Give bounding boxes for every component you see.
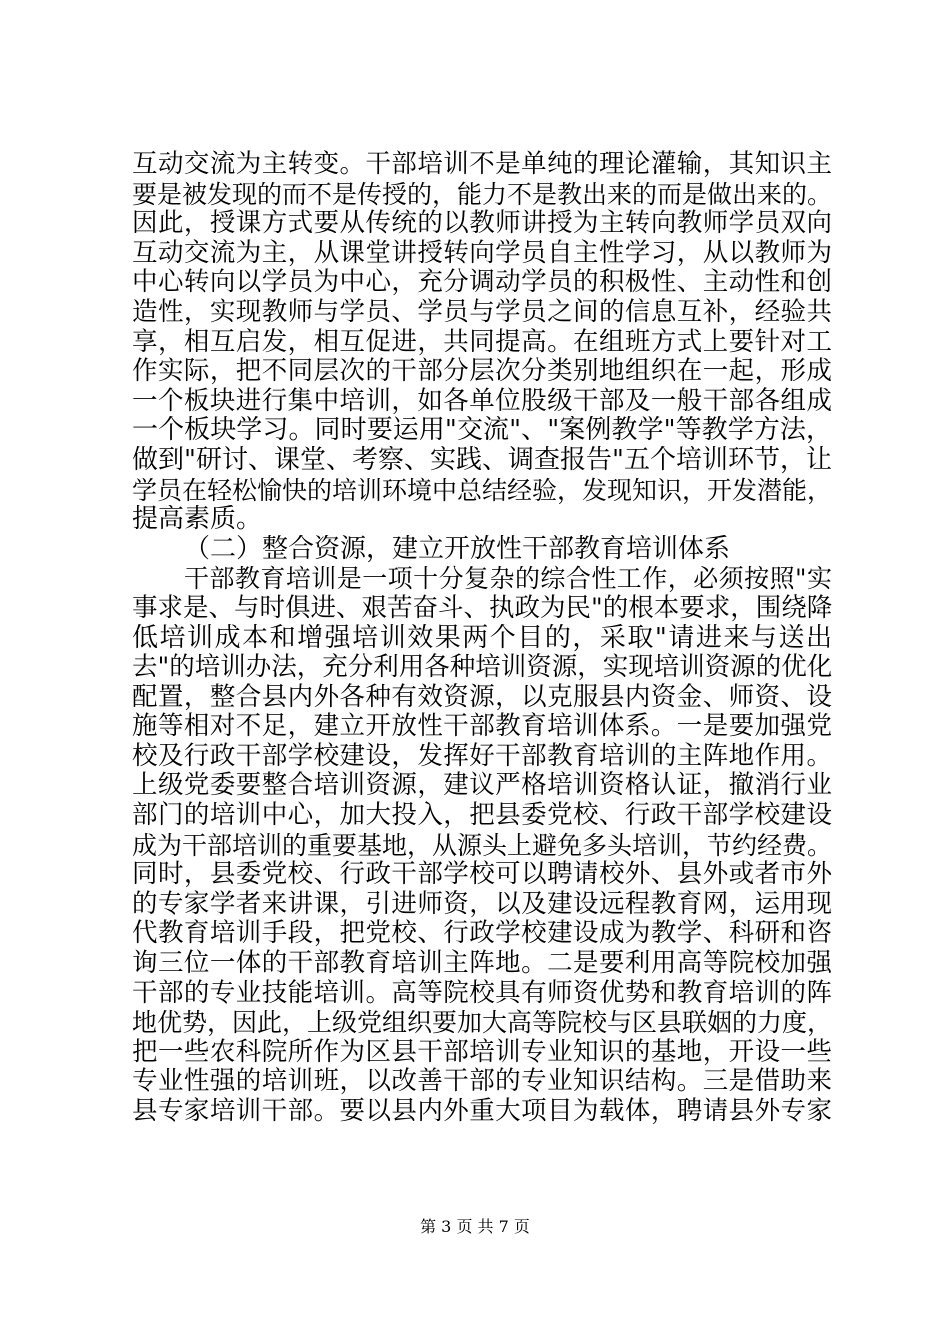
- text-line: 县专家培训干部。要以县内外重大项目为载体，聘请县外专家: [132, 1097, 832, 1126]
- text-line: 作实际，把不同层次的干部分层次分类别地组织在一起，形成: [132, 357, 832, 387]
- text-line: 施等相对不足，建立开放性干部教育培训体系。一是要加强党: [132, 712, 832, 742]
- page-footer: [0, 1214, 950, 1237]
- text-line: 地优势，因此，上级党组织要加大高等院校与区县联姻的力度，: [132, 1008, 832, 1038]
- text-line: 上级党委要整合培训资源，建议严格培训资格认证，撤消行业: [132, 771, 832, 801]
- text-line: 事求是、与时俱进、艰苦奋斗、执政为民"的根本要求，围绕降: [132, 593, 832, 623]
- text-line: 干部教育培训是一项十分复杂的综合性工作，必须按照"实: [184, 564, 832, 594]
- text-line: 一个板块进行集中培训，如各单位股级干部及一般干部各组成: [132, 386, 832, 416]
- text-line: 同时，县委党校、行政干部学校可以聘请校外、县外或者市外: [132, 860, 832, 890]
- text-line: 享，相互启发，相互促进，共同提高。在组班方式上要针对工: [132, 327, 832, 357]
- text-line: 提高素质。: [132, 505, 263, 535]
- text-line: 做到"研讨、课堂、考察、实践、调查报告"五个培训环节，让: [132, 445, 832, 475]
- text-line: 低培训成本和增强培训效果两个目的，采取"请进来与送出: [132, 623, 832, 653]
- text-line: 干部的专业技能培训。高等院校具有师资优势和教育培训的阵: [132, 978, 832, 1008]
- text-line: 造性，实现教师与学员、学员与学员之间的信息互补，经验共: [132, 297, 832, 327]
- text-line: 部门的培训中心，加大投入，把县委党校、行政干部学校建设: [132, 801, 832, 831]
- text-line: 的专家学者来讲课，引进师资，以及建设远程教育网，运用现: [132, 889, 832, 919]
- text-line: 配置，整合县内外各种有效资源，以克服县内资金、师资、设: [132, 682, 832, 712]
- text-line: 代教育培训手段，把党校、行政学校建设成为教学、科研和咨: [132, 919, 832, 949]
- text-line: 互动交流为主转变。干部培训不是单纯的理论灌输，其知识主: [132, 150, 832, 179]
- text-line: 中心转向以学员为中心，充分调动学员的积极性、主动性和创: [132, 268, 832, 298]
- text-line: 专业性强的培训班，以改善干部的专业知识结构。三是借助来: [132, 1067, 832, 1097]
- text-line: 学员在轻松愉快的培训环境中总结经验，发现知识，开发潜能，: [132, 475, 832, 505]
- text-line: 要是被发现的而不是传授的，能力不是教出来的而是做出来的。: [132, 179, 832, 209]
- document-body: [132, 150, 832, 1127]
- text-line: 因此，授课方式要从传统的以教师讲授为主转向教师学员双向: [132, 209, 832, 239]
- text-line: 校及行政干部学校建设，发挥好干部教育培训的主阵地作用。: [132, 741, 832, 771]
- text-line: 互动交流为主，从课堂讲授转向学员自主性学习，从以教师为: [132, 238, 832, 268]
- text-line: 成为干部培训的重要基地，从源头上避免多头培训，节约经费。: [132, 830, 832, 860]
- text-line: 询三位一体的干部教育培训主阵地。二是要利用高等院校加强: [132, 949, 832, 979]
- page-number-label: 第 3 页 共 7 页: [420, 1217, 530, 1236]
- text-line: 把一些农科院所作为区县干部培训专业知识的基地，开设一些: [132, 1037, 832, 1067]
- text-line: 一个板块学习。同时要运用"交流"、"案例教学"等教学方法，: [132, 416, 832, 446]
- text-line: 去"的培训办法，充分利用各种培训资源，实现培训资源的优化: [132, 653, 832, 683]
- section-heading: （二）整合资源，建立开放性干部教育培训体系: [184, 534, 731, 564]
